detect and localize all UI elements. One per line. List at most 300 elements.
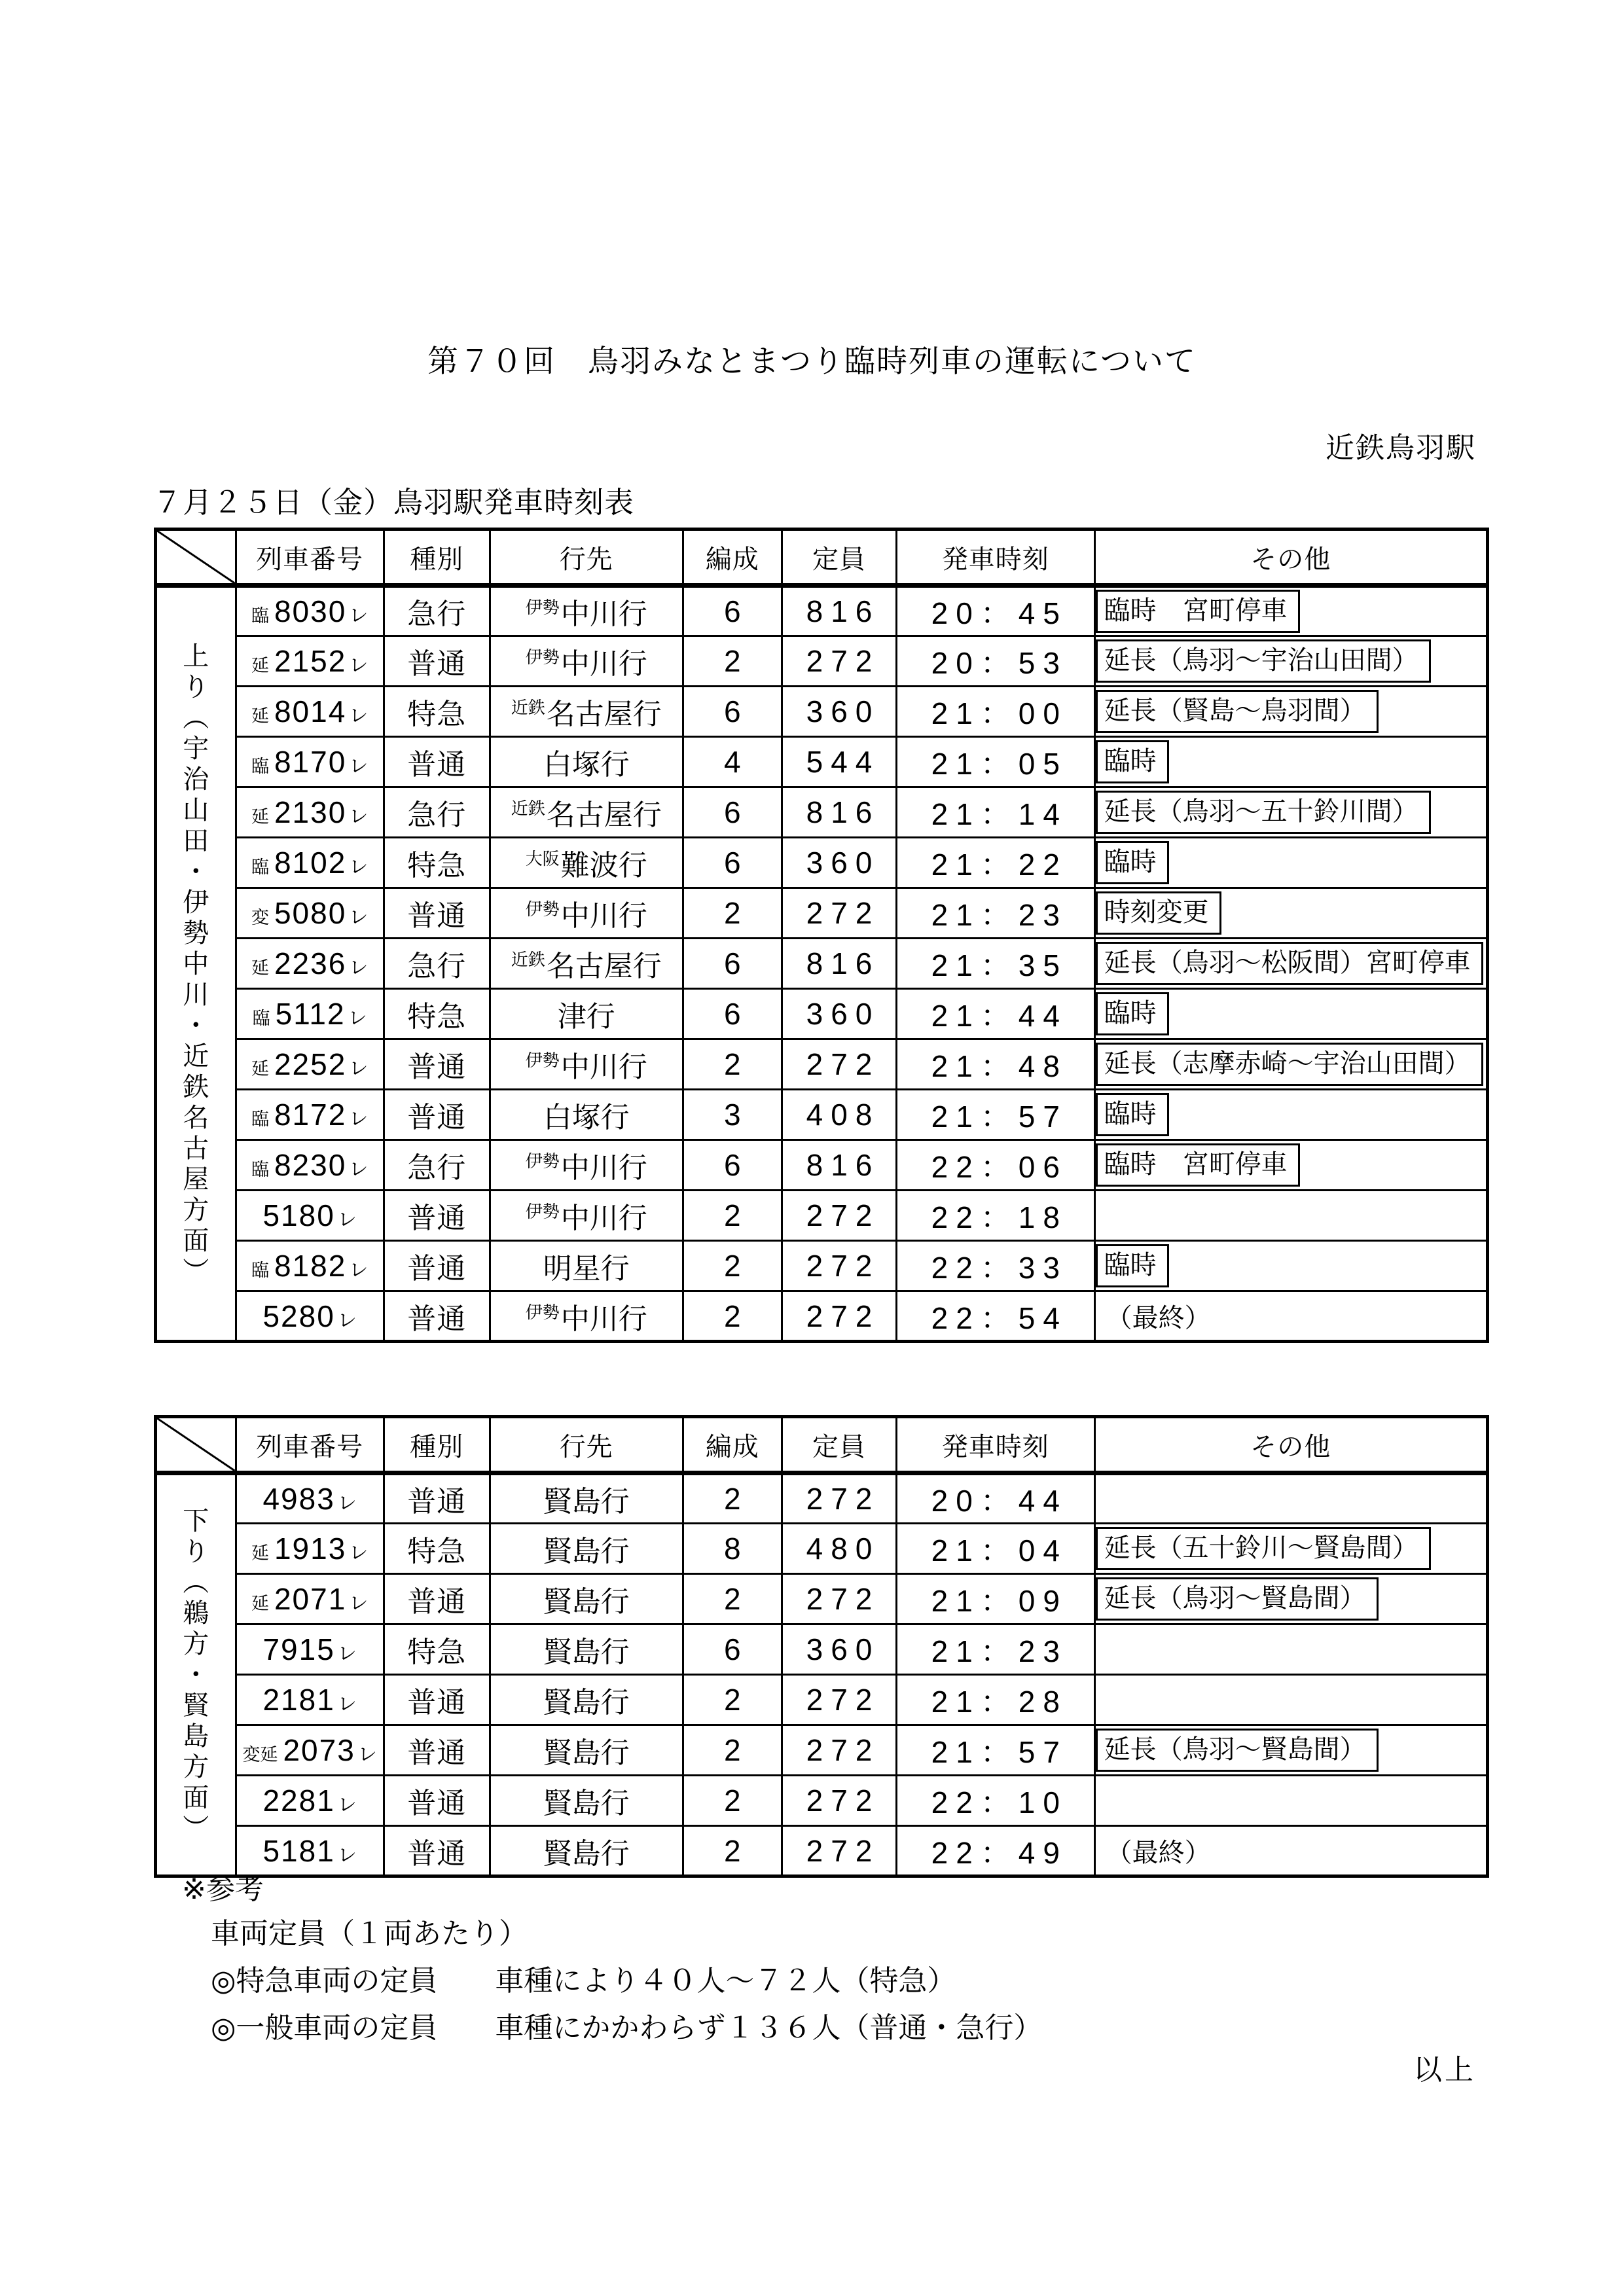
- diagonal-line: [157, 531, 235, 583]
- cars-cell: 2: [683, 1191, 782, 1241]
- col-header-train-number: 列車番号: [236, 1417, 384, 1473]
- train-number-prefix: 延: [251, 958, 269, 978]
- train-number: 2181: [262, 1683, 335, 1717]
- direction-label-text: [157, 643, 235, 1285]
- table-row: [156, 838, 1488, 888]
- table-row: [156, 1624, 1488, 1675]
- col-header-cars: 編成: [683, 1417, 782, 1473]
- capacity-cell: [782, 838, 897, 888]
- train-number-suffix: レ: [349, 655, 369, 676]
- remark-text: （最終）: [1106, 1304, 1211, 1333]
- destination-prefix: 近鉄: [511, 798, 545, 818]
- direction-label-char: 面: [183, 1226, 209, 1255]
- train-number: 4983: [262, 1482, 335, 1516]
- capacity-value: 360: [806, 694, 880, 728]
- capacity-cell: [782, 1725, 897, 1776]
- train-number-prefix: 変延: [242, 1745, 278, 1765]
- direction-label-char: ︵: [183, 1568, 209, 1597]
- train-type-cell: 普通: [384, 1090, 490, 1140]
- direction-label-char: 山: [183, 795, 209, 825]
- note-general-car-capacity: ◎一般車両の定員 車種にかかわらず１３６人（普通・急行）: [211, 2012, 1043, 2044]
- table-row: [156, 1090, 1488, 1140]
- departure-time-cell: [897, 1039, 1095, 1090]
- capacity-cell: [782, 1241, 897, 1291]
- capacity-value: 360: [806, 1632, 880, 1666]
- direction-label-char: ︶: [183, 1257, 209, 1286]
- cars-cell: 2: [683, 1473, 782, 1524]
- direction-label-char: 方: [183, 1630, 209, 1659]
- departure-time-value: 21：14: [931, 797, 1068, 831]
- train-number: 2252: [274, 1047, 347, 1081]
- departure-time-cell: [897, 1191, 1095, 1241]
- capacity-cell: [782, 1524, 897, 1574]
- departure-time-cell: [897, 838, 1095, 888]
- destination-prefix: 伊勢: [525, 1151, 560, 1171]
- train-number: 8230: [274, 1148, 347, 1182]
- departure-time-value: 21：23: [931, 1634, 1068, 1668]
- table-row: [156, 687, 1488, 737]
- capacity-cell: [782, 1574, 897, 1624]
- departure-time-value: 20：53: [931, 646, 1068, 680]
- train-type-cell: 特急: [384, 1624, 490, 1675]
- remark-box: 臨時: [1096, 740, 1169, 783]
- destination-cell: [490, 1624, 683, 1675]
- issuer-name: 近鉄鳥羽駅: [1326, 432, 1476, 464]
- train-number-cell: [236, 1725, 384, 1776]
- remark-box: 延長（鳥羽～賢島間）: [1096, 1577, 1379, 1621]
- train-number-cell: [236, 1675, 384, 1725]
- train-number-suffix: レ: [349, 1593, 369, 1614]
- train-number-suffix: レ: [349, 605, 369, 626]
- train-number-suffix: レ: [348, 1008, 367, 1029]
- capacity-cell: [782, 737, 897, 787]
- train-number: 5112: [275, 997, 346, 1031]
- train-number: 2281: [262, 1784, 335, 1818]
- departure-time-cell: [897, 737, 1095, 787]
- train-number-cell: [236, 1473, 384, 1524]
- train-number: 5180: [262, 1198, 335, 1232]
- remarks-cell: [1094, 737, 1487, 787]
- train-type-cell: 普通: [384, 1574, 490, 1624]
- capacity-value: 272: [806, 1249, 880, 1283]
- capacity-value: 816: [806, 946, 880, 980]
- train-number: 1913: [274, 1532, 347, 1566]
- direction-label-char: 方: [183, 1195, 209, 1225]
- train-type-cell: 普通: [384, 1241, 490, 1291]
- destination-cell: [490, 1675, 683, 1725]
- cars-cell: 8: [683, 1524, 782, 1574]
- train-number-prefix: 延: [251, 1059, 269, 1079]
- departure-time-cell: [897, 989, 1095, 1039]
- departure-time-value: 21：28: [931, 1685, 1068, 1719]
- cars-cell: 2: [683, 1776, 782, 1826]
- note-limited-express-capacity: ◎特急車両の定員 車種により４０人～７２人（特急）: [211, 1965, 956, 1997]
- train-number-suffix: レ: [337, 1694, 357, 1715]
- destination-prefix: 伊勢: [525, 598, 560, 617]
- destination-cell: [490, 1574, 683, 1624]
- train-type-cell: 普通: [384, 1725, 490, 1776]
- remarks-cell: [1094, 1624, 1487, 1675]
- departure-time-cell: [897, 1675, 1095, 1725]
- destination-cell: [490, 1524, 683, 1574]
- remarks-cell: [1094, 787, 1487, 838]
- cars-cell: 6: [683, 1624, 782, 1675]
- header-row: [156, 1417, 1488, 1473]
- remark-box: 延長（賢島～鳥羽間）: [1096, 690, 1379, 733]
- table-row: [156, 1826, 1488, 1876]
- timetable-up: [154, 528, 1489, 1343]
- cars-cell: 6: [683, 989, 782, 1039]
- destination-cell: [490, 1291, 683, 1342]
- train-number-prefix: 臨: [252, 1009, 270, 1028]
- capacity-value: 272: [806, 1833, 880, 1868]
- capacity-cell: [782, 1473, 897, 1524]
- train-number-cell: [236, 1191, 384, 1241]
- destination-prefix: 近鉄: [511, 698, 545, 717]
- train-number-suffix: レ: [349, 1543, 369, 1564]
- destination-cell: [490, 1473, 683, 1524]
- remarks-cell: [1094, 1140, 1487, 1191]
- train-number-suffix: レ: [337, 1844, 357, 1866]
- destination-cell: [490, 1140, 683, 1191]
- train-number-cell: [236, 888, 384, 939]
- cars-cell: 2: [683, 1574, 782, 1624]
- train-type-cell: 普通: [384, 888, 490, 939]
- remark-box: 臨時: [1096, 1244, 1169, 1287]
- destination-cell: [490, 1776, 683, 1826]
- train-number-cell: [236, 1140, 384, 1191]
- direction-label-char: 川: [183, 980, 209, 1009]
- train-number-suffix: レ: [349, 806, 369, 827]
- capacity-value: 272: [806, 644, 880, 678]
- train-number-prefix: 延: [251, 1543, 269, 1563]
- departure-time-value: 22：49: [931, 1835, 1068, 1870]
- departure-time-value: 21：57: [931, 1100, 1068, 1134]
- capacity-cell: [782, 1291, 897, 1342]
- train-type-cell: 特急: [384, 838, 490, 888]
- table-row: [156, 1776, 1488, 1826]
- train-number: 2073: [283, 1733, 355, 1767]
- train-number-prefix: 臨: [251, 1160, 269, 1179]
- remark-box: 延長（志摩赤崎～宇治山田間）: [1096, 1043, 1483, 1086]
- destination-cell: [490, 989, 683, 1039]
- direction-label-char: 宇: [183, 734, 209, 763]
- remark-box: 時刻変更: [1096, 891, 1221, 935]
- train-number: 7915: [262, 1632, 335, 1666]
- train-type-cell: 普通: [384, 1291, 490, 1342]
- remark-box: 延長（鳥羽～五十鈴川間）: [1096, 791, 1431, 834]
- train-number-cell: [236, 636, 384, 687]
- destination-name: 中川行: [560, 598, 647, 630]
- train-number-cell: [236, 1039, 384, 1090]
- destination-cell: [490, 1241, 683, 1291]
- destination-cell: [490, 737, 683, 787]
- table-row: [156, 787, 1488, 838]
- cars-cell: 2: [683, 1675, 782, 1725]
- capacity-value: 360: [806, 846, 880, 880]
- train-number: 5080: [274, 896, 347, 930]
- direction-label: [156, 586, 236, 1342]
- direction-label-char: 島: [183, 1722, 209, 1751]
- train-number-suffix: レ: [337, 1493, 357, 1514]
- train-number-suffix: レ: [349, 907, 369, 928]
- remarks-cell: [1094, 838, 1487, 888]
- train-number-suffix: レ: [337, 1310, 357, 1331]
- direction-label-char: 名: [183, 1103, 209, 1132]
- destination-name: 津行: [557, 1001, 615, 1033]
- capacity-value: 272: [806, 1733, 880, 1767]
- remark-box: 延長（鳥羽～宇治山田間）: [1096, 639, 1431, 683]
- col-header-remarks: その他: [1094, 1417, 1487, 1473]
- remarks-cell: [1094, 888, 1487, 939]
- remark-box: 臨時 宮町停車: [1096, 1143, 1300, 1187]
- remarks-cell: [1094, 1574, 1487, 1624]
- train-number-cell: [236, 1776, 384, 1826]
- cars-cell: 2: [683, 1826, 782, 1876]
- table-row: [156, 1140, 1488, 1191]
- remarks-cell: [1094, 939, 1487, 989]
- capacity-cell: [782, 586, 897, 636]
- destination-prefix: 伊勢: [525, 1302, 560, 1322]
- train-number: 5181: [262, 1833, 335, 1868]
- destination-name: 白塚行: [543, 1102, 630, 1134]
- departure-time-cell: [897, 1624, 1095, 1675]
- destination-prefix: 伊勢: [525, 647, 560, 667]
- capacity-value: 544: [806, 745, 880, 779]
- departure-time-cell: [897, 888, 1095, 939]
- table-row: [156, 1473, 1488, 1524]
- destination-cell: [490, 939, 683, 989]
- train-number: 8172: [274, 1098, 347, 1132]
- table-row: [156, 888, 1488, 939]
- col-header-capacity: 定員: [782, 529, 897, 586]
- departure-time-value: 21：00: [931, 696, 1068, 730]
- col-header-capacity: 定員: [782, 1417, 897, 1473]
- departure-time-value: 21：09: [931, 1584, 1068, 1618]
- train-number: 2071: [274, 1582, 347, 1616]
- capacity-value: 408: [806, 1098, 880, 1132]
- direction-label-char: 勢: [183, 918, 209, 948]
- departure-time-cell: [897, 1776, 1095, 1826]
- cars-cell: 6: [683, 687, 782, 737]
- train-number-cell: [236, 838, 384, 888]
- page-title: 第７０回 鳥羽みなとまつり臨時列車の運転について: [427, 344, 1197, 378]
- capacity-cell: [782, 1826, 897, 1876]
- destination-cell: [490, 687, 683, 737]
- train-number-cell: [236, 787, 384, 838]
- cars-cell: 6: [683, 586, 782, 636]
- capacity-value: 272: [806, 896, 880, 930]
- train-type-cell: 普通: [384, 737, 490, 787]
- departure-time-cell: [897, 1291, 1095, 1342]
- train-number-cell: [236, 737, 384, 787]
- remarks-cell: [1094, 1090, 1487, 1140]
- col-header-departure-time: 発車時刻: [897, 529, 1095, 586]
- destination-name: 中川行: [560, 1302, 647, 1335]
- remark-box: 延長（鳥羽～賢島間）: [1096, 1729, 1379, 1772]
- departure-time-value: 21：23: [931, 898, 1068, 932]
- departure-time-cell: [897, 636, 1095, 687]
- col-header-remarks: その他: [1094, 529, 1487, 586]
- train-number-cell: [236, 1524, 384, 1574]
- destination-cell: [490, 1191, 683, 1241]
- train-number: 8014: [274, 694, 347, 728]
- table-row: [156, 1241, 1488, 1291]
- timetable-down: [154, 1415, 1489, 1878]
- destination-name: 白塚行: [543, 749, 630, 781]
- remark-box: 臨時: [1096, 992, 1169, 1035]
- direction-label-char: 古: [183, 1134, 209, 1163]
- train-type-cell: 普通: [384, 1675, 490, 1725]
- departure-time-value: 22：18: [931, 1200, 1068, 1234]
- direction-label-char: 上: [183, 641, 209, 671]
- train-number-suffix: レ: [349, 958, 369, 978]
- remark-box: 臨時 宮町停車: [1096, 590, 1300, 633]
- departure-time-value: 20：44: [931, 1484, 1068, 1518]
- cars-cell: 2: [683, 1039, 782, 1090]
- destination-name: 明星行: [543, 1253, 630, 1285]
- remark-box: 臨時: [1096, 841, 1169, 884]
- train-number-cell: [236, 1291, 384, 1342]
- destination-name: 賢島行: [543, 1737, 630, 1769]
- remarks-cell: [1094, 1675, 1487, 1725]
- destination-name: 中川行: [560, 1202, 647, 1234]
- train-type-cell: 普通: [384, 1826, 490, 1876]
- departure-time-value: 22：33: [931, 1251, 1068, 1285]
- train-number-prefix: 延: [251, 656, 269, 675]
- table-row: [156, 1574, 1488, 1624]
- direction-label-char: り: [183, 1537, 209, 1566]
- header-row: [156, 529, 1488, 586]
- destination-name: 中川行: [560, 1152, 647, 1184]
- direction-label-char: ・: [183, 1011, 209, 1040]
- col-header-departure-time: 発車時刻: [897, 1417, 1095, 1473]
- train-type-cell: 特急: [384, 989, 490, 1039]
- capacity-value: 272: [806, 1683, 880, 1717]
- remarks-cell: [1094, 1826, 1487, 1876]
- destination-name: 名古屋行: [546, 698, 662, 730]
- remark-box: 延長（五十鈴川～賢島間）: [1096, 1527, 1431, 1570]
- capacity-value: 272: [806, 1047, 880, 1081]
- remarks-cell: [1094, 989, 1487, 1039]
- direction-label-char: 鵜: [183, 1599, 209, 1628]
- destination-cell: [490, 787, 683, 838]
- train-number-cell: [236, 1090, 384, 1140]
- direction-label-char: 屋: [183, 1164, 209, 1194]
- destination-cell: [490, 1725, 683, 1776]
- destination-name: 中川行: [560, 1051, 647, 1083]
- train-number-prefix: 臨: [251, 1261, 269, 1280]
- col-header-destination: 行先: [490, 1417, 683, 1473]
- capacity-cell: [782, 1776, 897, 1826]
- departure-time-cell: [897, 1725, 1095, 1776]
- departure-time-value: 21：48: [931, 1049, 1068, 1083]
- departure-time-value: 22：10: [931, 1785, 1068, 1820]
- train-number-cell: [236, 1241, 384, 1291]
- capacity-cell: [782, 1090, 897, 1140]
- destination-name: 中川行: [560, 900, 647, 932]
- departure-time-cell: [897, 586, 1095, 636]
- capacity-value: 480: [806, 1532, 880, 1566]
- departure-time-cell: [897, 787, 1095, 838]
- direction-label-char: ・: [183, 1660, 209, 1689]
- note-capacity-heading: 車両定員（１両あたり）: [211, 1918, 528, 1950]
- train-number: 8170: [274, 745, 347, 779]
- remarks-cell: [1094, 1473, 1487, 1524]
- cars-cell: 2: [683, 1291, 782, 1342]
- remarks-cell: [1094, 1725, 1487, 1776]
- train-type-cell: 普通: [384, 1473, 490, 1524]
- table-row: [156, 636, 1488, 687]
- cars-cell: 6: [683, 1140, 782, 1191]
- destination-name: 賢島行: [543, 1837, 630, 1870]
- capacity-value: 272: [806, 1582, 880, 1616]
- table-row: [156, 939, 1488, 989]
- col-header-type: 種別: [384, 529, 490, 586]
- train-number-prefix: 延: [251, 807, 269, 827]
- train-number-prefix: 臨: [251, 757, 269, 776]
- train-number-cell: [236, 586, 384, 636]
- capacity-cell: [782, 1675, 897, 1725]
- direction-label-char: 下: [183, 1507, 209, 1535]
- train-number: 2236: [274, 946, 347, 980]
- departure-time-cell: [897, 1826, 1095, 1876]
- departure-time-cell: [897, 1574, 1095, 1624]
- departure-time-value: 22：06: [931, 1150, 1068, 1184]
- destination-name: 中川行: [560, 648, 647, 680]
- train-number-cell: [236, 1574, 384, 1624]
- direction-label-char: 伊: [183, 888, 209, 917]
- remarks-cell: [1094, 687, 1487, 737]
- capacity-cell: [782, 1191, 897, 1241]
- cars-cell: 2: [683, 1725, 782, 1776]
- destination-cell: [490, 1039, 683, 1090]
- train-type-cell: 普通: [384, 1191, 490, 1241]
- remark-box: 延長（鳥羽～松阪間）宮町停車: [1096, 942, 1483, 985]
- train-number: 2130: [274, 795, 347, 829]
- capacity-value: 272: [806, 1299, 880, 1333]
- direction-label-char: 面: [183, 1784, 209, 1812]
- destination-prefix: 伊勢: [525, 1050, 560, 1070]
- destination-cell: [490, 586, 683, 636]
- capacity-cell: [782, 687, 897, 737]
- remarks-cell: [1094, 1039, 1487, 1090]
- direction-label-char: 近: [183, 1041, 209, 1071]
- destination-cell: [490, 888, 683, 939]
- cars-cell: 6: [683, 939, 782, 989]
- train-number-prefix: 延: [251, 706, 269, 726]
- remarks-cell: [1094, 1191, 1487, 1241]
- table-row: [156, 1191, 1488, 1241]
- train-type-cell: 急行: [384, 939, 490, 989]
- destination-prefix: 伊勢: [525, 1202, 560, 1221]
- destination-cell: [490, 838, 683, 888]
- corner-cell: [156, 1417, 236, 1473]
- table-row: [156, 1725, 1488, 1776]
- destination-name: 賢島行: [543, 1787, 630, 1820]
- corner-cell: [156, 529, 236, 586]
- capacity-cell: [782, 787, 897, 838]
- departure-time-cell: [897, 1090, 1095, 1140]
- train-number-suffix: レ: [349, 1260, 369, 1281]
- departure-time-value: 20：45: [931, 596, 1068, 630]
- train-number: 2152: [274, 644, 347, 678]
- train-number-suffix: レ: [349, 1109, 369, 1130]
- departure-time-value: 21：35: [931, 948, 1068, 982]
- direction-label-char: 中: [183, 949, 209, 978]
- capacity-cell: [782, 636, 897, 687]
- cars-cell: 2: [683, 636, 782, 687]
